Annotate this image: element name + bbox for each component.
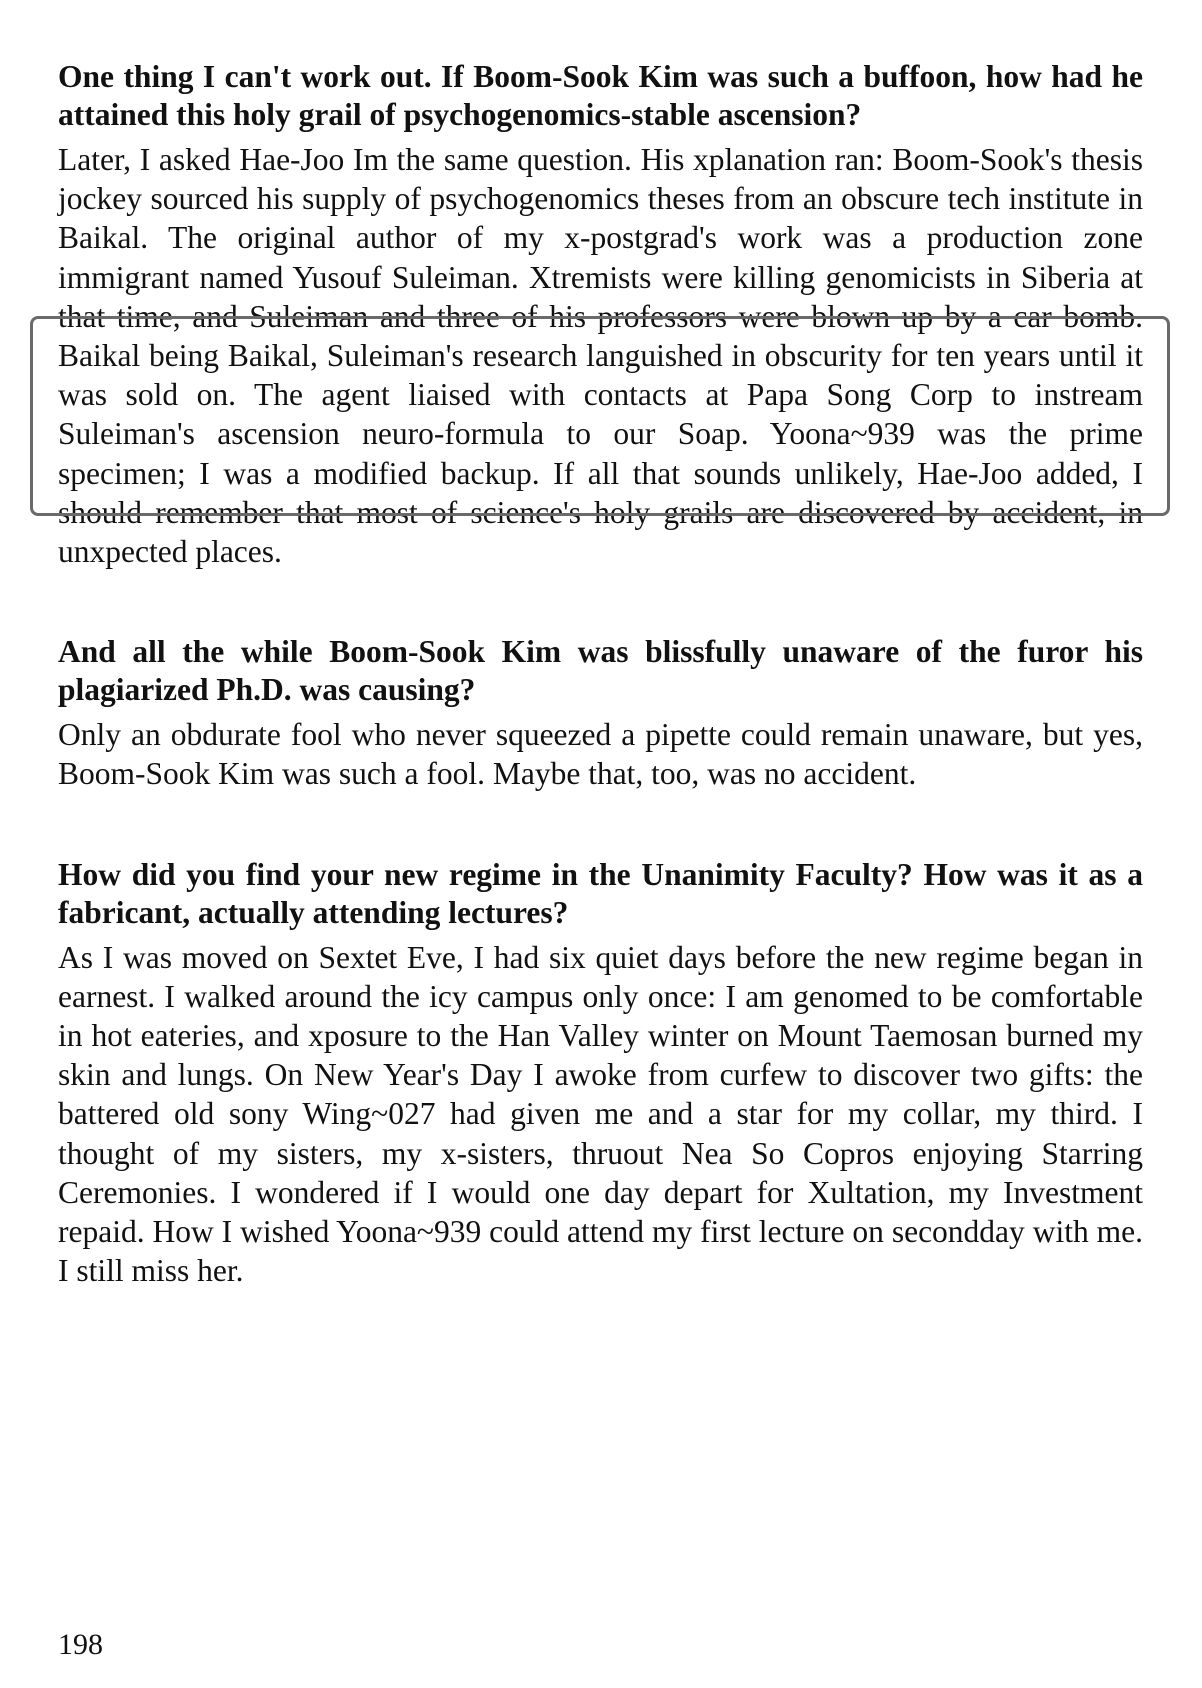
qa-section-1	[58, 58, 1143, 571]
answer-1: Later, I asked Hae-Joo Im the same question. His xplanation ran: Boom-Sook's thesis jockey sourced his supply of psychogenomics theses from an obscure tech institute in Baikal. The original author of my x-postgrad's work was a production zone immigrant named Yusouf Suleiman. Xtremists were killing genomicists in Siberia at that time, and Suleiman and three of his professors were blown up by a car bomb. Baikal being Baikal, Suleiman's research languished in obscurity for ten years until it was sold on. The agent liaised with contacts at Papa Song Corp to instream Suleiman's ascension neuro-formula to our Soap. Yoona~939 was the prime specimen; I was a modified backup. If all that sounds unlikely, Hae-Joo added, I should remember that most of science's holy grails are discovered by accident, in unxpected places.	[58, 142, 1143, 570]
book-page	[58, 58, 1143, 1290]
answer-3: As I was moved on Sextet Eve, I had six quiet days before the new regime began in earnest. I walked around the icy campus only once: I am genomed to be comfortable in hot eateries, and xposure to the Han Valley winter on Mount Taemosan burned my skin and lungs. On New Year's Day I awoke from curfew to discover two gifts: the battered old sony Wing~027 had given me and a star for my collar, my third. I thought of my sisters, my x-sisters, thruout Nea So Copros enjoying Starring Ceremonies. I wondered if I would one day depart for Xultation, my Investment repaid. How I wished Yoona~939 could attend my first lecture on secondday with me. I still miss her.	[58, 939, 1143, 1289]
question-2: And all the while Boom-Sook Kim was blissfully unaware of the furor his plagiarized Ph.D. was causing?	[58, 634, 1143, 708]
qa-section-3	[58, 856, 1143, 1291]
qa-section-2	[58, 633, 1143, 793]
question-1: One thing I can't work out. If Boom-Sook Kim was such a buffoon, how had he attained this holy grail of psychogenomics-stable ascension?	[58, 59, 1143, 132]
answer-2: Only an obdurate fool who never squeezed a pipette could remain unaware, but yes, Boom-Sook Kim was such a fool. Maybe that, too, was no accident.	[58, 717, 1143, 792]
question-3: How did you find your new regime in the Unanimity Faculty? How was it as a fabricant, actually attending lectures?	[58, 856, 1143, 930]
page-number: 198	[58, 1628, 103, 1661]
